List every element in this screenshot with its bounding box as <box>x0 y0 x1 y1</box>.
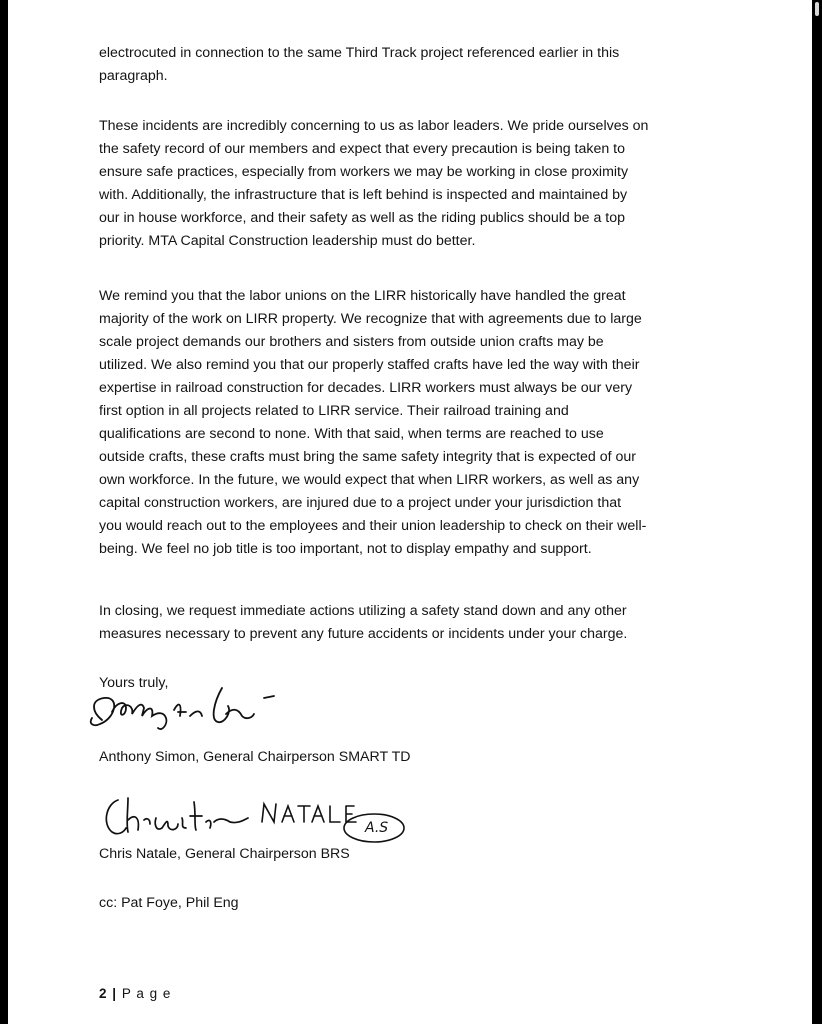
body-text <box>99 115 739 253</box>
cc-line: cc: Pat Foye, Phil Eng <box>99 895 239 911</box>
paragraph: electrocuted in connection to the same Third Track project referenced earlier in this paragraph. <box>99 45 620 84</box>
page-separator: | <box>112 986 118 1001</box>
closing-salutation: Yours truly, <box>99 675 169 691</box>
body-text <box>99 600 739 646</box>
initials-stamp: A.S <box>365 820 389 836</box>
document-page <box>8 0 812 1024</box>
paragraph: In closing, we request immediate actions utilizing a safety stand down and any other measures necessary to prevent any future accidents or incidents under your charge. <box>99 603 628 642</box>
page-number: 2 <box>99 986 108 1001</box>
signature-anthony-simon <box>82 672 302 742</box>
paragraph: We remind you that the labor unions on the LIRR historically have handled the great majority of the work on LIRR property. We recognize that with agreements due to large scale project demands our brothers and sisters from outside union crafts may be utilized. We also remind you that our properly staffed crafts have led the way with their expertise in railroad construction for decades. LIRR workers must always be our very first option in all projects related to LIRR service. Their railroad training and qualifications are second to none. With that said, when terms are reached to use outside crafts, these crafts must bring the same safety integrity that is expected of our own workforce. In the future, we would expect that when LIRR workers, as well as any capital construction workers, are injured due to a project under your jurisdiction that you would reach out to the employees and their union leadership to check on their well- being. We feel no job title is too important, not to display empathy and support. <box>99 288 647 557</box>
signatory-name: Anthony Simon, General Chairperson SMART TD <box>99 749 411 765</box>
paragraph: These incidents are incredibly concerning to us as labor leaders. We pride ourselves on the safety record of our members and expect that every precaution is being taken to ensure safe practices, especially from workers we may be working in close proximity with. Additionally, the infrastructure that is left behind is inspected and maintained by our in house workforce, and their safety as well as the riding publics should be a top priority. MTA Capital Construction leadership must do better. <box>99 118 649 249</box>
page-label: P a g e <box>121 986 172 1001</box>
signature-chris-natale <box>98 788 438 848</box>
body-text <box>99 285 739 561</box>
page-footer <box>99 986 171 1001</box>
body-text <box>99 42 739 88</box>
scrollbar[interactable] <box>812 0 822 1024</box>
signatory-name: Chris Natale, General Chairperson BRS <box>99 846 350 862</box>
scrollbar-thumb[interactable] <box>815 2 819 16</box>
